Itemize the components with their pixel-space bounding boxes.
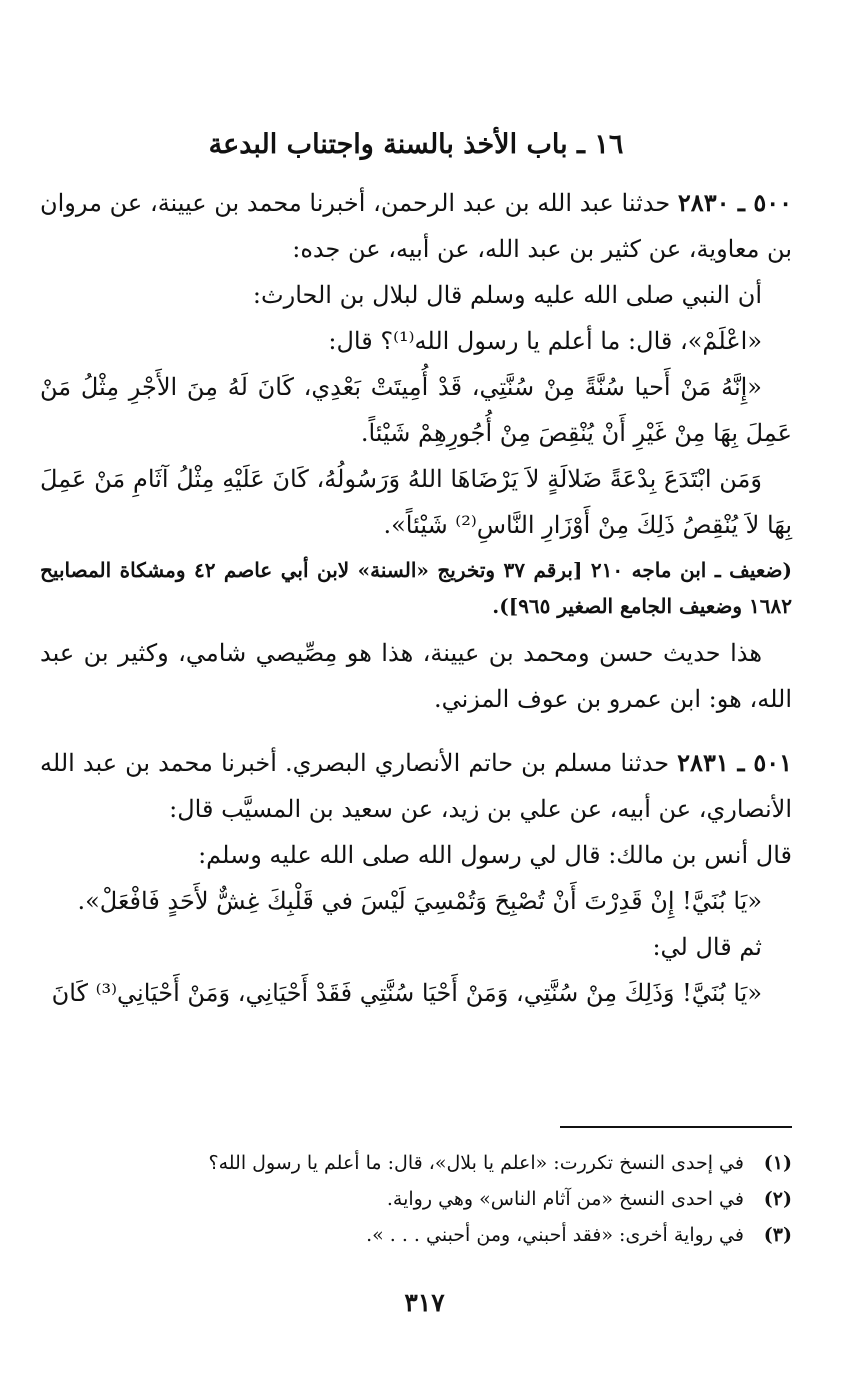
hadith-501-isnad	[40, 740, 792, 832]
footnote-separator	[560, 1126, 792, 1128]
page-body	[40, 125, 792, 1016]
hadith-501-matn-1: «يَا بُنَيَّ! إِنْ قَدِرْتَ أَنْ تُصْبِحَ وَتُمْسِيَ لَيْسَ في قَلْبِكَ غِشٌّ لأَحَدٍ فَافْعَلْ».	[77, 887, 762, 915]
hadith-501-number: ٥٠١ ـ ٢٨٣١	[677, 748, 792, 777]
hadith-500-isnad-text: حدثنا عبد الله بن عبد الرحمن، أخبرنا محمد بن عيينة، عن مروان بن معاوية، عن كثير بن عبد الله، عن أبيه، عن جده:	[40, 189, 792, 263]
hadith-501-then: ثم قال لي:	[652, 933, 762, 961]
footnote-3	[52, 1217, 792, 1253]
footnote-2	[52, 1181, 792, 1217]
hadith-501-intro: قال أنس بن مالك: قال لي رسول الله صلى الله عليه وسلم:	[198, 841, 792, 869]
hadith-500-intro: أن النبي صلى الله عليه وسلم قال لبلال بن الحارث:	[252, 281, 762, 309]
hadith-500-comment: هذا حديث حسن ومحمد بن عيينة، هذا هو مِصِّيصي شامي، وكثير بن عبد الله، هو: ابن عمرو بن عوف المزني.	[40, 639, 792, 713]
footnote-1-text: في إحدى النسخ تكررت: «اعلم يا بلال»، قال: ما أعلم يا رسول الله؟	[208, 1152, 744, 1174]
footnote-1	[52, 1145, 792, 1181]
hadith-500-matn-1: «إِنَّهُ مَنْ أَحيا سُنَّةً مِنْ سُنَّتِي، قَدْ أُمِيتَتْ بَعْدِي، كَانَ لَهُ مِنَ الأَجْرِ مِثْلُ مَنْ عَمِلَ بِهَا مِنْ غَيْرِ أَنْ يُنْقِصَ مِنْ أُجُورِهِمْ شَيْئاً.	[40, 373, 792, 447]
hadith-500-isnad	[40, 180, 792, 272]
footnote-1-number: (١)	[763, 1152, 792, 1174]
footnotes	[52, 1145, 792, 1253]
footnote-2-number: (٢)	[763, 1188, 792, 1210]
hadith-501-isnad-text: حدثنا مسلم بن حاتم الأنصاري البصري. أخبرنا محمد بن عبد الله الأنصاري، عن أبيه، عن علي بن زيد، عن سعيد بن المسيَّب قال:	[40, 749, 792, 823]
hadith-500-dialogue: «اعْلَمْ»، قال: ما أعلم يا رسول الله⁽¹⁾؟ قال:	[328, 327, 762, 355]
hadith-500-matn-2: وَمَن ابْتَدَعَ بِدْعَةً ضَلالَةٍ لاَ يَرْضَاهَا اللهُ وَرَسُولُهُ، كَانَ عَلَيْهِ مِثْلُ آثَامِ مَنْ عَمِلَ بِهَا لاَ يُنْقِصُ ذَلِكَ مِنْ أَوْزَارِ النَّاسِ⁽²⁾ شَيْئاً».	[40, 465, 792, 539]
hadith-501-matn-2: «يَا بُنَيَّ! وَذَلِكَ مِنْ سُنَّتِي، وَمَنْ أَحْيَا سُنَّتِي فَقَدْ أَحْيَانِي، وَمَنْ أَحْيَانِي⁽³⁾ كَانَ	[51, 979, 762, 1007]
footnote-2-text: في احدى النسخ «من آثام الناس» وهي رواية.	[386, 1188, 744, 1210]
chapter-title: ١٦ ـ باب الأخذ بالسنة واجتناب البدعة	[208, 129, 624, 160]
hadith-500-number: ٥٠٠ ـ ٢٨٣٠	[677, 188, 792, 217]
footnote-3-number: (٣)	[763, 1224, 792, 1246]
page-number: ٣١٧	[404, 1288, 445, 1317]
hadith-500-grading: (ضعيف ـ ابن ماجه ٢١٠ [برقم ٣٧ وتخريج «السنة» لابن أبي عاصم ٤٢ ومشكاة المصابيح ١٦٨٢ وضعيف الجامع الصغير ٩٦٥]).	[40, 558, 792, 618]
footnote-3-text: في رواية أخرى: «فقد أحبني، ومن أحبني . . . ».	[366, 1224, 744, 1246]
